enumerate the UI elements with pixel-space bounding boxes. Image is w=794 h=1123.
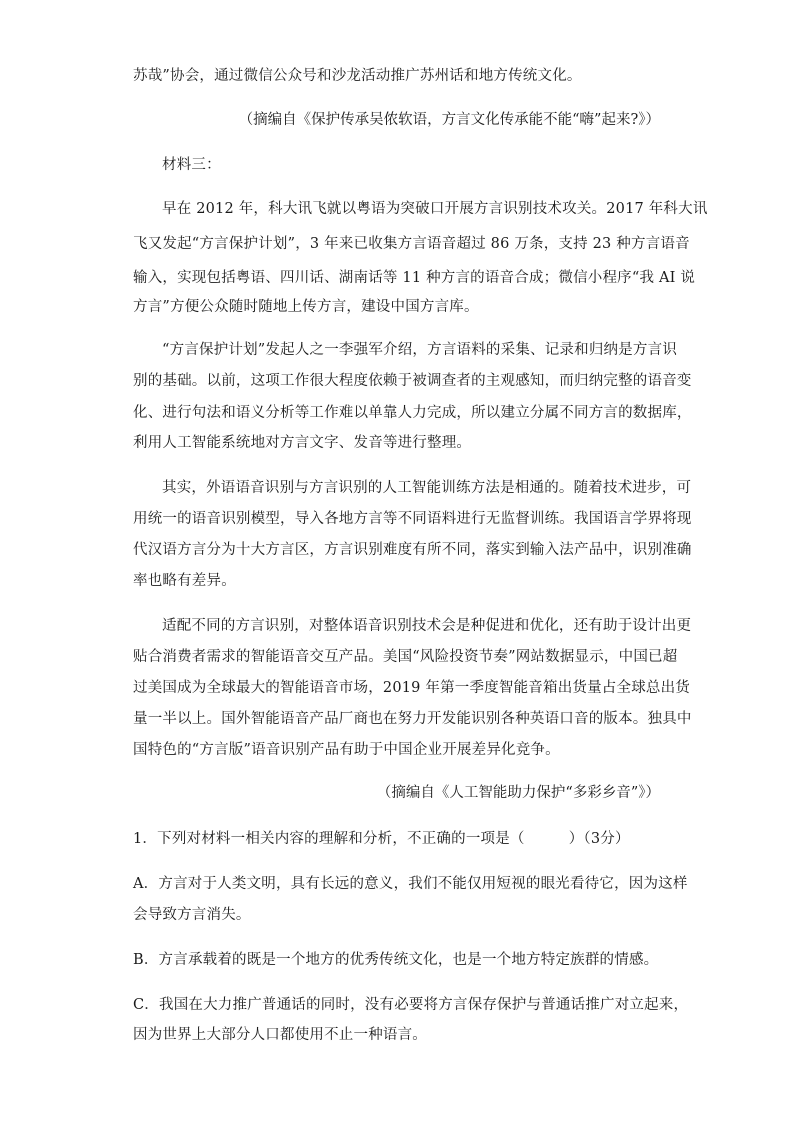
p3-line2: 用统一的语音识别模型，导入各地方言等不同语料进行无监督训练。我国语言学界将现 [133,511,692,527]
p4-line1: 适配不同的方言识别，对整体语音识别技术会是种促进和优化，还有助于设计出更 [162,618,692,634]
material2-tail: 苏哉”协会，通过微信公众号和沙龙活动推广苏州话和地方传统文化。 [133,68,582,84]
p2-line4: 利用人工智能系统地对方言文字、发音等进行整理。 [133,435,472,451]
material3-heading: 材料三： [162,157,221,173]
p2-line3: 化、进行句法和语义分析等工作难以单靠人力完成，所以建立分属不同方言的数据库， [133,405,692,421]
p3-line1: 其实，外语语音识别与方言识别的人工智能训练方法是相通的。随着技术进步，可 [162,480,692,496]
option-c-line2: 因为世界上大部分人口都使用不止一种语言。 [133,1027,427,1043]
p4-line4: 量一半以上。国外智能语音产品厂商也在努力开发能识别各种英语口音的版本。独具中 [133,711,692,727]
p2-line1: “方言保护计划”发起人之一李强军介绍，方言语料的采集、记录和归纳是方言识 [162,342,678,358]
source-material2: （摘编自《保护传承吴侬软语，方言文化传承能不能“嗨”起来?》） [238,112,660,128]
p1-line2: 飞又发起“方言保护计划”，3 年来已收集方言语音超过 86 万条，支持 23 种方言语音 [133,236,690,252]
p2-line2: 别的基础。以前，这项工作很大程度依赖于被调查者的主观感知，而归纳完整的语音变 [133,373,692,389]
p3-line4: 率也略有差异。 [133,573,236,589]
p4-line2: 贴合消费者需求的智能语音交互产品。美国“风险投资节奏”网站数据显示，中国已超 [133,649,678,665]
option-a-line1: A．方言对于人类文明，具有长远的意义，我们不能仅用短视的眼光看待它，因为这样 [133,876,688,892]
option-a-line2: 会导致方言消失。 [133,907,251,923]
source-material3: （摘编自《人工智能助力保护“多彩乡音”》） [376,785,660,801]
p1-line1: 早在 2012 年，科大讯飞就以粤语为突破口开展方言识别技术攻关。2017 年科大讯 [162,201,708,217]
p3-line3: 代汉语方言分为十大方言区，方言识别难度有所不同，落实到输入法产品中，识别准确 [133,542,692,558]
p4-line3: 过美国成为全球最大的智能语音市场，2019 年第一季度智能音箱出货量占全球总出货 [133,680,691,696]
p1-line3: 输入，实现包括粤语、四川话、湖南话等 11 种方言的语音合成；微信小程序“我 AI 说 [133,270,696,286]
p1-line4: 方言”方便公众随时随地上传方言，建设中国方言库。 [133,299,479,315]
question-1: 1．下列对材料一相关内容的理解和分析，不正确的一项是（ ）（3分） [133,831,630,847]
option-c-line1: C．我国在大力推广普通话的同时，没有必要将方言保存保护与普通话推广对立起来， [133,997,689,1013]
option-b: B．方言承载着的既是一个地方的优秀传统文化，也是一个地方特定族群的情感。 [133,952,659,968]
p4-line5: 国特色的“方言版”语音识别产品有助于中国企业开展差异化竞争。 [133,742,560,758]
